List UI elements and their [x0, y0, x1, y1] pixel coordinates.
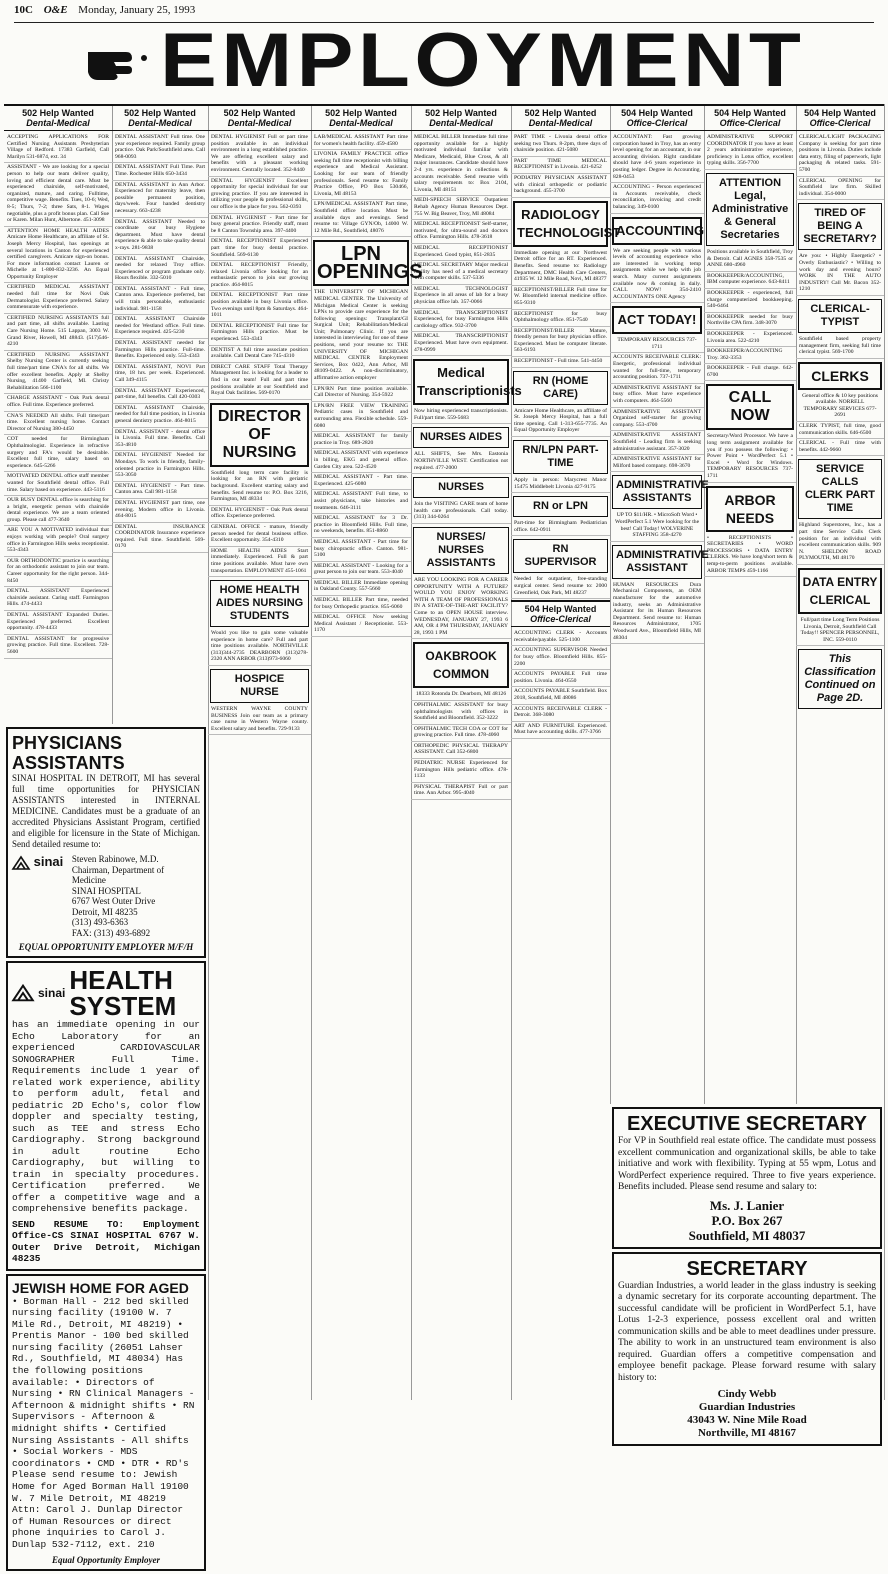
- classified-ad: MEDICAL ASSISTANT - Part time for busy chiropractic office. Canton. 981-5100: [311, 539, 411, 562]
- ad-title: PHYSICIANS ASSISTANTS: [12, 733, 125, 773]
- accounting-title: ACCOUNTING: [612, 217, 702, 245]
- classified-ad: 18333 Rotonda Dr. Dearborn, MI 48126: [411, 691, 511, 701]
- classified-ad: ART AND FURNITURE Experienced. Must have accounting skills. 477-3766: [511, 723, 610, 739]
- classified-ad: LIVONIA FAMILY PRACTICE office seeking full time receptionist with billing experience and Medical Assistant. Looking for our team of friendly professionals. Send resume to: Family Practice Office, PO Box 530466, Livonia, MI 48153: [311, 151, 411, 200]
- classified-ad: ATTENTION HOME HEALTH AIDES Amicare Home Healthcare, an affiliate of St. Joseph Mercy Hospital, has openings at several locations in Canton for experienced certified caregivers. Amicare sign-on bonus. For more information contact Lauren or Michelle at 1-800-832-3236. An Equal Opportunity Employer: [4, 228, 112, 284]
- physicians-assistants-ad: [6, 727, 206, 958]
- classified-ad: RECEPTIONIST - Full time. 541-4450: [511, 358, 610, 368]
- classified-ad: ARE YOU A MOTIVATED individual that enjoys working with people? Oral surgery office in Farmington Hills seeks receptionist. 553-4343: [4, 527, 112, 556]
- classified-ad: MEDICAL OFFICE Now seeking Medical Assistant / Receptionist. 553-1170: [311, 614, 411, 637]
- page-number: 10C: [14, 4, 33, 16]
- classified-ad: LPN/RN FREE VIEW TRAINING Pediatric cases in Southfield and surrounding area. Flexible schedule. 559-6080: [311, 403, 411, 432]
- classified-ad: ARE YOU LOOKING FOR A CAREER OPPORTUNITY WITH A FUTURE? WOULD YOU ENJOY WORKING WITH A TEAM OF PROFESSIONALS IN A STATE-OF-THE-ART FACILITY? Come to an OPEN HOUSE interview. WEDNESDAY, JANUARY 27, 1993 6 AM, OR 4 PM THURSDAY, JANUARY 28, 1993 1 PM: [411, 577, 511, 639]
- section-header: 502 Help Wanted Dental-Medical: [4, 104, 112, 131]
- classified-ad: THE UNIVERSITY OF MICHIGAN MEDICAL CENTER. The University of Michigan Medical Center is seeking LPNs to provide care experience for the following openings: Transplant/GI Surgical Unit; Rehabilitation/Medical Unit; Pulmonary Clinic. If you are interested in interviewing for one of these positions, send your resume to: THE UNIVERSITY OF MICHIGAN MEDICAL CENTER Employment Services, Box 0422, Ann Arbor, MI 48109-0422. A non-discriminatory, affirmative action employer: [311, 289, 411, 384]
- oakbrook-common-title: OAKBROOK COMMON: [413, 642, 509, 688]
- radiology-technologist-title: RADIOLOGY TECHNOLOGIST: [513, 201, 608, 247]
- classified-ad: ACCEPTING APPLICATIONS FOR Certified Nursing Assistants Presbyterian Village of Redford. 17383 Garfield, Call Marilyn 531-6874, ext. 34: [4, 134, 112, 163]
- classified-ad: Join the VISITING CARE team of home health care professionals. Call today. (313) 344-0264: [411, 501, 511, 524]
- home-health-title: HOME HEALTH AIDES NURSING STUDENTS: [210, 580, 309, 627]
- classified-ad: RECEPTIONIST/BILLER Full time for W. Bloomfield internal medicine office. 855-9310: [511, 287, 610, 310]
- classified-ad: OPHTHALMIC TECH COA or COT for growing practice. Full time. 478-4060: [411, 726, 511, 742]
- ad-body: has an immediate opening in our Echo Laboratory for an experienced CARDIOVASCULAR SONOGRAPHER Full Time. Requirements include 1 year of related work experience, ability to perform adult, fetal and pediatric 2D Echo's, color flow doppler and specialty testing, such as TEE and stress Echo Cardiography. Strong background in adult routine Echo Cardiography, but willing to train in specialty procedures. Certification preferred. We offer a competitive wage and a comprehensive benefits package.: [12, 1019, 200, 1214]
- classified-ad: MEDICAL BILLER Immediate opening in Oakland County. 557-5660: [311, 580, 411, 596]
- classified-ad: ALL SHIFTS, See Mrs. Eastonia NORTHVILLE WEST. Certification not required. 477-2000: [411, 451, 511, 474]
- classified-ad: RECEPTIONIST/BILLER Mature, friendly person for busy physician office. Experienced. Must be computer literate. 563-6193: [511, 328, 610, 357]
- classified-ad: CERTIFIED MEDICAL ASSISTANT needed full time for Novi Oak Dermatologist. Experience preferred. Salary commensurate with experience.: [4, 284, 112, 313]
- classified-ad: DIRECT CARE STAFF Total Therapy Management Inc. is looking for a leader to find in our team! Full and part time positions available at our Southfield and Royal Oak facilities. 569-0170: [208, 364, 311, 400]
- classified-ad: DENTAL ASSISTANT Experienced chairside assistant. Caring staff. Farmington Hills. 474-4433: [4, 588, 112, 611]
- classified-ad: DENTAL RECEPTIONIST Experienced part time for busy dental practice. Southfield. 569-6130: [208, 238, 311, 261]
- classified-ad: DENTAL ASSISTANT for progressive growing practice. Full time. Excellent. 728-5600: [4, 636, 112, 659]
- classified-ad: • RECEPTIONISTS • SECRETARIES • WORD PROCESSORS • DATA ENTRY CLERKS. We have long/short term & temp-to-perm positions available. ARBOR TEMPS 459-1166: [704, 535, 796, 578]
- sinai-logo-text: sinai: [38, 986, 66, 1000]
- classified-ad: DENTAL ASSISTANT Needed to coordinate our busy Hygiene department. Must have dental experience & able to take quality dental x-rays. 281-9838: [112, 219, 208, 255]
- classified-ad: DENTAL ASSISTANT - Full time, Canton area. Experience preferred, but will train personable, enthusiastic individual. 981-1158: [112, 286, 208, 315]
- classified-ad: OUR BUSY DENTAL office is searching for a bright, energetic person with chairside dental experience. We are a team oriented group. Please call 477-3640: [4, 497, 112, 526]
- classified-ad: Highland Superstores, Inc., has a part time Service Calls Clerk position for an individual with excellent communication skills. 909 N. SHELDON ROAD PLYMOUTH, MI 48170: [796, 522, 884, 565]
- classified-ad: MEDI-SPEECH SERVICE Outpatient Rehab Agency Human Resources Dept. 755 W. Big Beaver, Troy, MI 48084: [411, 197, 511, 220]
- rn-supervisor-title: RN SUPERVISOR: [513, 539, 608, 573]
- column-3: [208, 104, 312, 1400]
- tired-secretary-title: TIRED OF BEING A SECRETARY?: [798, 203, 882, 250]
- paper-name: O&E: [43, 4, 68, 16]
- column-4: [311, 104, 423, 1400]
- ad-contact: Steven Rabinowe, M.D. Chairman, Department of Medicine SINAI HOSPITAL 6767 West Outer Drive Detroit, MI 48235 (313) 493-6363 FAX: (313) 493-6892: [71, 854, 165, 938]
- classified-ad: DENTAL HYGIENIST Excellent opportunity for special individual for our growing practice. If you are interested in utilizing your people & professional skills, our office is the place for you. 562-0393: [208, 178, 311, 214]
- classified-ad: MOTIVATED DENTAL office staff member wanted for Southfield dental office. Full time. Salary based on experience. 443-5116: [4, 473, 112, 496]
- administrative-assistant-title: ADMINISTRATIVE ASSISTANT: [612, 545, 702, 579]
- classified-ad: ACCOUNTS PAYABLE Full time position. Livonia. 464-0550: [511, 671, 610, 687]
- administrative-assistants-title: ADMINISTRATIVE ASSISTANTS: [612, 475, 702, 509]
- classified-ad: LPN/RN Part time position available. Call Director of Nursing. 354-5922: [311, 386, 411, 402]
- classified-ad: DENTAL HYGIENIST Needed for Mondays. To work in friendly, family-oriented practice in Farmington Hills. 553-3050: [112, 452, 208, 481]
- classified-ad: CLERICAL - Full time with benefits. 442-9660: [796, 440, 884, 456]
- classified-ad: CHARGE ASSISTANT - Oak Park dental office. Full time. Experience preferred.: [4, 395, 112, 411]
- classified-ad: MEDICAL RECEPTIONIST Self-starter, motivated, for ultra-sound and doctors office. Farmington Hills. 478-3618: [411, 221, 511, 244]
- section-header: 504 Help Wanted Office-Clerical: [704, 104, 796, 131]
- classified-ad: ADMINISTRATIVE ASSISTANT for busy office. Must have experience with computers. 464-5560: [610, 385, 704, 408]
- ad-send-to: SEND RESUME TO: Employment Office-CS SINAI HOSPITAL 6767 W. Outer Drive Detroit, Michigan 48235: [12, 1218, 200, 1264]
- classified-ad: MEDICAL ASSISTANT for family practice in Troy. 689-2820: [311, 433, 411, 449]
- classified-ad: DENTAL HYGIENIST part time, one evening. Modern office in Livonia. 464-8015: [112, 500, 208, 523]
- classified-ad: LPN/MEDICAL ASSISTANT Part time, Southfield office location. Must be available days and evenings. Send resume to: Village GYN/Ob, 14000 W. 12 Mile Rd., Southfield, 48076: [311, 201, 411, 237]
- ad-title: HEALTH SYSTEM: [69, 965, 177, 1021]
- pointing-hand-icon: [86, 30, 150, 86]
- classified-ad: ACCOUNTS RECEIVABLE CLERK - Detroit. 368-3080: [511, 706, 610, 722]
- classified-ad: Southfield based property management firm, seeking full time clerical typist. 569-1700: [796, 336, 884, 359]
- section-header: 504 Help Wanted Office-Clerical: [610, 104, 704, 131]
- column-6: [511, 104, 621, 1400]
- classified-ad: PEDIATRIC NURSE Experienced for Farmington Hills pediatric office. 478-1133: [411, 760, 511, 783]
- classified-ad: DENTAL ASSISTANT, NOVI Part time, 18 hrs. per week. Experienced. Call 349-4115: [112, 364, 208, 387]
- classified-ad: ASSISTANT - We are looking for a special person to help our team deliver quality, loving and efficient dental care. Must be experienced chairside, self-motivated, organized, mature, and caring. Fulltime, competitive wage. Benefits. Tues, 10-6; Wed, 8-5; Thurs, 7-2; three Sats, 8-1. Wages negotiable, plus a profit bonus plan. Call Sue or Karen. Milan Hunt, Albertone. 451-3098: [4, 164, 112, 226]
- executive-secretary-ad: [612, 1107, 882, 1249]
- jewish-home-ad: [6, 1274, 206, 1571]
- classified-ad: PODIATRY PHYSICIAN ASSISTANT with clinical orthopedic or podiatric background. 455-3700: [511, 175, 610, 198]
- issue-date: Monday, January 25, 1993: [78, 4, 196, 16]
- sinai-logo-icon: [12, 855, 30, 871]
- act-today-title: ACT TODAY!: [612, 306, 702, 334]
- classified-ad: DENTAL ASSISTANT Full time. One year experience required. Family group practice. Oak Park/Southfield area. Call 968-0093: [112, 134, 208, 163]
- classified-ad: We are seeking people with various levels of accounting experience who are interested in working temp assignments while we help with job search. Many current assignments available now & coming in daily. CALL NOW! 354-2410 ACCOUNTANTS ONE Agency: [610, 248, 704, 304]
- classified-ad: HUMAN RESOURCES Dura Mechanical Components, an OEM manufacturer for the automotive industry, seeks an Administrative Assistant for its Human Resources Department. Send resume to: Human Resources Administrator, 1705 Woodward Ave., Bloomfield Hills, MI 48304: [610, 582, 704, 644]
- classified-ad: DENTAL ASSISTANT Chairside, needed for full time position, in Livonia general dentistry practice. 464-8015: [112, 405, 208, 428]
- classified-ad: CERTIFIED NURSING ASSISTANTS full and part time, all shifts available. Lasting Care Nursing Home. 515 Lappan, 3003 W. Grand River, Howell, MI 48843. (517)546-4210: [4, 315, 112, 351]
- sinai-logo-icon: [12, 983, 34, 1003]
- classified-ad: Would you like to gain some valuable experience in home care? Full and part time positions available. NORTHVILLE (313)344-2735 DEARBORN (313)278-2320 ANN ARBOR (313)973-6060: [208, 630, 311, 666]
- classified-ad: MEDICAL ASSISTANT for 3 Dr. practice in Bloomfield Hills. Full time, no weekends, benefits. 851-8860: [311, 515, 411, 538]
- column-5: [411, 104, 522, 1400]
- ad-title: EXECUTIVE SECRETARY: [626, 1113, 868, 1135]
- classified-ad: DENTAL ASSISTANT Experienced, part-time, full benefits. Call 420-0303: [112, 388, 208, 404]
- classified-ad: DENTAL ASSISTANT Chairside needed for Westland office. Full time. Experience required. 425-5230: [112, 316, 208, 339]
- classified-ad: LAB/MEDICAL ASSISTANT Part time for women's health facility. 459-4580: [311, 134, 411, 150]
- section-header: 504 Help Wanted Office-Clerical: [796, 104, 884, 131]
- classified-ad: MEDICAL ASSISTANT Full time, to assist physicians, take histories and treatments. 646-3111: [311, 491, 411, 514]
- classified-ad: MEDICAL TRANSCRIPTIONIST Experienced. Must have own equipment. 478-0999: [411, 333, 511, 356]
- ad-footer: EQUAL OPPORTUNITY EMPLOYER M/F/H: [18, 942, 194, 952]
- classified-ad: BOOKKEEPER - Experienced. Livonia area. 522-4210: [704, 331, 796, 347]
- ad-footer: Equal Opportunity Employer: [51, 1554, 160, 1565]
- classified-ad: PHYSICAL THERAPIST Full or part time. Ann Arbor. 995-4040: [411, 784, 511, 800]
- classified-ad: ACCOUNTS PAYABLE Southfield. Box 2018, Southfield, MI 48086: [511, 688, 610, 704]
- classified-ad: ADMINISTRATIVE ASSISTANT for Milford based company. 698-3670: [610, 456, 704, 472]
- service-calls-title: SERVICE CALLS CLERK PART TIME: [798, 459, 882, 519]
- classified-ad: BOOKKEEPER/ACCOUNTING, IBM computer experience. 643-8411: [704, 273, 796, 289]
- classified-ad: ADMINISTRATIVE SUPPORT COORDINATOR If you have at least 2 years administrative experience, proficiency in Lotus office, excellent typing skills. 356-7700: [704, 134, 796, 170]
- classified-ad: MEDICAL ASSISTANT - Part time. Experienced. 425-6080: [311, 474, 411, 490]
- classified-ad: DENTAL RECEPTIONIST Friendly, relaxed Livonia office looking for an enthusiastic person to join our growing practice. 464-8015: [208, 262, 311, 291]
- section-banner: [120, 18, 806, 103]
- hospice-nurse-title: HOSPICE NURSE: [210, 669, 309, 703]
- classified-ad: Now hiring experienced transcriptionists. Full/part time. 559-5683: [411, 408, 511, 424]
- classified-ad: RECEPTIONIST for busy Ophthalmology office. 851-7540: [511, 311, 610, 327]
- clerks-title: CLERKS: [798, 362, 882, 390]
- ad-body: • Borman Hall - 212 bed skilled nursing facility (19100 W. 7 Mile Rd., Detroit, MI 48219) • Prentis Manor - 100 bed skilled nursing facility (26051 Lahser Rd., Southfield, MI 48034) Has the following positions available: • Directors of Nursing • RN Clinical Managers - Afternoon & midnight shifts • RN Supervisors - Afternoon & midnight shifts • Certified Nursing Assistants - All shifts • Social Workers - MDS coordinators • CMD • DTR • RD's Please send resume to: Jewish Home for Aged Borman Hall 19100 W. 7 Mile Detroit, MI 48219 Attn: Carol J. Dunlap Director of Human Resources or direct phone inquiries to Carol J. Dunlap 532-7112, ext. 210: [12, 1295, 195, 1550]
- rn-lpn-title: RN/LPN PART-TIME: [513, 440, 608, 474]
- classified-ad: MEDICAL TRANSCRIPTIONIST Experienced, for busy Farmington Hills cardiology office. 932-3700: [411, 310, 511, 333]
- classified-ad: Are you: • Highly Energetic? • Overly Enthusiastic? • Willing to work day and evening hours? WORK IN THE AUTO INDUSTRY! Call Mr. Bacon 352-1210: [796, 253, 884, 296]
- classified-ad: Part-time for Birmingham Pediatrician office. 642-0911: [511, 520, 610, 536]
- classified-ad: DENTAL ASSISTANT needed for Farmington Hills practice. Full-time. Benefits. Experienced only. 553-4343: [112, 340, 208, 363]
- classified-ad: MEDICAL BILLER Immediate full time opportunity available for a highly motivated individual familiar with Medicare, Medicaid, Blue Cross, & all major insurances. Candidate should have 2-4 yrs. experience in collections & accounts receivable. Send resume with salary requirements to: Box 2104, Livonia, MI 48151: [411, 134, 511, 196]
- classified-ad: Secretary/Word Processor. We have a long term assignment available for you if you possess the following: • Power Point • WordPerfect 5.1 • Excel • Word for Windows. TEMPORARY RESOURCES 737-1711: [704, 433, 796, 482]
- classified-ad: DENTAL HYGIENIST - Oak Park dental office. Experience preferred.: [208, 507, 311, 523]
- classified-ad: HOME HEALTH AIDES Start immediately. Experienced. Full & part time positions available. Must have own transportation. EMPLOYMENT 455-1061: [208, 548, 311, 577]
- classified-ad: CLERICAL/LIGHT PACKAGING Company is seeking for part time positions in Livonia. Duties include data entry, filing of paperwork, light packaging & related tasks. 591-5700: [796, 134, 884, 177]
- lpn-openings-title: LPN OPENINGS: [313, 240, 409, 286]
- classified-ad: MEDICAL BILLER Part time, needed for busy Orthopedic practice. 855-6060: [311, 597, 411, 613]
- classified-ad: BOOKKEEPER needed for busy Northville CPA firm. 348-3070: [704, 314, 796, 330]
- arbor-needs-title: ARBOR NEEDS: [706, 486, 794, 532]
- data-entry-title: DATA ENTRY CLERICAL: [798, 568, 882, 614]
- classified-ad: DENTAL HYGIENIST - Part time for busy general practice. Friendly staff, must be 8 Canton Township area. 397-4400: [208, 215, 311, 238]
- nurses-aides-title: NURSES AIDES: [413, 427, 509, 448]
- transcriptionists-title: Medical Transcriptionists: [413, 359, 509, 405]
- classified-ad: ACCOUNTING CLERK - Accounts receivable/payable. 525-1100: [511, 630, 610, 646]
- section-header: 502 Help Wanted Dental-Medical: [112, 104, 208, 131]
- classified-ad: DENTAL ASSISTANT Full Time. Part Time. Rochester Hills 650-3434: [112, 164, 208, 180]
- rn-home-care-title: RN (HOME CARE): [513, 371, 608, 405]
- classified-ad: ACCOUNTS RECEIVABLE CLERK: Energetic, professional individual wanted for full-time, temporary accounting position. 737-1711: [610, 354, 704, 383]
- classified-ad: Positions available in Southfield, Troy & Detroit. Call AGNES 358-7535 or ANNE 680-4960: [704, 249, 796, 272]
- section-header: 502 Help Wanted Dental-Medical: [311, 104, 411, 131]
- call-now-title: CALL NOW: [706, 384, 794, 430]
- director-of-nursing-title: DIRECTOR OF NURSING: [210, 403, 309, 467]
- ad-title: JEWISH HOME FOR AGED: [12, 1279, 189, 1296]
- classified-ad: CERTIFIED NURSING ASSISTANT Shelby Nursing Center is currently seeking full time/part time CNA's for all shifts. We offer excellent benefits. Apply at Shelby Nursing, 41400 Garfield, MI. Christy Rehabilitation 566-1100: [4, 352, 112, 395]
- classified-ad: DENTAL INSURANCE COORDINATOR Insurance experience required. Full time. Southfield. 569-0170: [112, 524, 208, 553]
- display-ads-block: [4, 724, 208, 1574]
- ad-address: Cindy Webb Guardian Industries 43043 W. Nine Mile Road Northville, MI 48167: [687, 1388, 807, 1439]
- classified-ad: OPHTHALMIC ASSISTANT for busy ophthalmologists with offices in Southfield and Bloomfield. 352-3222: [411, 702, 511, 725]
- classified-ad: MEDICAL TECHNOLOGIST Experience in all areas of lab for a busy physician office lab. 357-0066: [411, 286, 511, 309]
- classified-ad: ADMINISTRATIVE ASSISTANT Southfield - Leading firm is seeking administrative assistant. 357-3020: [610, 432, 704, 455]
- classified-ad: DENTAL ASSISTANT - dental office in Livonia. Full time. Benefits. Call 353-4810: [112, 429, 208, 452]
- nurses-title: NURSES: [413, 477, 509, 498]
- ad-body: SINAI HOSPITAL IN DETROIT, MI has several full time opportunities for PHYSICIAN ASSISTANTS interested in INTERNAL MEDICINE. Candidates must be a graduate of an accredited Physicians Assistant Program, certified and eligible for licensure in the State of Michigan. Send detailed resume to:: [12, 773, 200, 849]
- sinai-logo: sinai: [12, 854, 72, 871]
- classified-ad: MEDICAL ASSISTANT with experience in billing, EKG and general office. Garden City area. 522-4520: [311, 450, 411, 473]
- bottom-right-ads: [610, 1104, 884, 1449]
- ad-body: Guardian Industries, a world leader in the glass industry is seeking a dynamic secretary for its corporate accounting department. The successful candidate will be proficient in WordPerfect 5.1, have Lotus 1-2-3 experience, possess excellent oral and written communication skills and be able to meet deadlines under pressure. The ability to work in an unstructured team environment is also required. Guardian offers a competitive compensation and employee benefit package. Please forward resume with salary history to:: [618, 1280, 876, 1383]
- classified-ad: DENTAL ASSISTANT Chairside, needed for relaxed Troy office. Experienced or program graduate only. Hours flexible. 332-5010: [112, 256, 208, 285]
- rn-or-lpn-title: RN or LPN: [513, 496, 608, 517]
- classified-ad: Apply in person: Marycrest Manor 15475 Middlebelt Livonia 427-9175: [511, 477, 610, 493]
- classified-ad: Amicare Home Healthcare, an affiliate of St. Joseph Mercy Hospital, has a full time opening. Call 1-313-655-7735. An Equal Opportunity Employer: [511, 408, 610, 437]
- classified-ad: OUR ORTHODONTIC practice is searching for an orthodontic assistant to join our team. Career opportunity for the right person. 344-8450: [4, 558, 112, 587]
- section-header: 504 Help Wanted Office-Clerical: [511, 600, 610, 627]
- section-header: 502 Help Wanted Dental-Medical: [208, 104, 311, 131]
- attention-title: ATTENTION Legal, Administrative & General Secretaries: [706, 173, 794, 246]
- classified-ad: UP TO $11/HR. • MicroSoft Word • WordPerfect 5.1 Were looking for the best! Call Today! WOLVERINE STAFFING 358-4270: [610, 512, 704, 541]
- section-header: 502 Help Wanted Dental-Medical: [511, 104, 610, 131]
- classified-ad: DENTAL HYGIENIST Full or part time position available in an individual environment in a long established practice. We are offering excellent salary and benefits with a pleasant working environment. Centrally located. 352-8440: [208, 134, 311, 177]
- classification-continued: This Classification Continued on Page 2D.: [798, 649, 882, 709]
- classified-ad: BOOKKEEPER/ACCOUNTING Troy. 362-3353: [704, 348, 796, 364]
- classified-ad: ACCOUNTING SUPERVISOR Needed for busy office. Bloomfield Hills. 855-2200: [511, 647, 610, 670]
- classified-ad: ADMINISTRATIVE ASSISTANT Organized self-starter for growing company. 553-4700: [610, 409, 704, 432]
- classified-ad: DENTAL RECEPTIONIST Full time for Farmington Hills practice. Must be experienced. 553-4343: [208, 323, 311, 346]
- classified-ad: CLERICAL OPENING for Southfield law firm. Skilled individual. 354-0000: [796, 178, 884, 201]
- section-header: 502 Help Wanted Dental-Medical: [411, 104, 511, 131]
- classified-ad: General office & 10 key positions available. NORRELL TEMPORARY SERVICES 677-2691: [796, 393, 884, 422]
- nurses-assistants-title: NURSES/ NURSES ASSISTANTS: [413, 527, 509, 574]
- ad-address: Ms. J. Lanier P.O. Box 267 Southfield, MI 48037: [688, 1197, 806, 1243]
- classified-ad: PART TIME MEDICAL RECEPTIONIST in Livonia. 421-6252: [511, 158, 610, 174]
- classified-ad: BOOKKEEPER - experienced, full charge computerized bookkeeping. 540-6464: [704, 290, 796, 313]
- classified-ad: Needed for outpatient, free-standing surgical center. Send resume to: 2000 Greenfield, Oak Park, MI 48237: [511, 576, 610, 599]
- classified-ad: ACCOUNTING - Person experienced in Accounts receivable, check reconciliation, invoicing and credit balancing. 349-0100: [610, 184, 704, 213]
- classified-ad: Southfield long term care facility is looking for an RN with geriatric background. Excellent starting salary and benefits. Send resume to: P.O. Box 3216, Farmington, MI 48334: [208, 470, 311, 506]
- ad-title: SECRETARY: [686, 1257, 808, 1280]
- classified-ad: WESTERN WAYNE COUNTY BUSINESS Join our team as a primary case nurse in Western Wayne county. Excellent salary and benefits. 729-9133: [208, 706, 311, 735]
- classified-ad: DENTAL HYGIENIST - Part time. Canton area. Call 981-1158: [112, 483, 208, 499]
- clerical-typist-title: CLERICAL-TYPIST: [798, 299, 882, 333]
- classified-ad: ACCOUNTANT: Fast growing corporation based in Troy, has an entry level opening for an accountant, in our accounting division. Right candidate should have 4-6 years experience in posting ledger. Degree in Accounting. 828-0453: [610, 134, 704, 183]
- classified-ad: TEMPORARY RESOURCES 737-1711: [610, 337, 704, 353]
- classified-ad: Immediate opening at our Northwest Detroit office for an RT. Experienced. Benefits. Send resume to: Radiology Department, DMC Health Care Centers, 41935 W. 12 Mile Road, Novi, MI 48377: [511, 250, 610, 286]
- classified-ad: BOOKKEEPER - Full charge. 642-6700: [704, 365, 796, 381]
- classified-ad: COT needed for Birmingham Ophthalmologist. Experience in refractive surgery and FA's would be desirable. Excellent full time, salary based on experience. 645-5266: [4, 436, 112, 472]
- ad-body: For VP in Southfield real estate office. The candidate must possess excellent communication and organizational skills, be able to take initiative and work with flexibility. Typing at 55 wpm, Lotus and WordPerfect experience required. Three to five years experience. Benefits included. Please send resume and salary to:: [618, 1136, 876, 1192]
- classified-ad: DENTAL ASSISTANT in Ann Arbor. Experienced for maternity leave, then possible permanent position, days/week. Four handed dentistry necessary. 663-4238: [112, 182, 208, 218]
- classified-ad: MEDICAL RECEPTIONIST Experienced. Good typist, 851-2835: [411, 245, 511, 261]
- classified-ad: DENTAL ASSISTANT Expanded Duties. Experienced preferred. Excellent opportunity. 478-4433: [4, 612, 112, 635]
- section-title: EMPLOYMENT: [160, 18, 806, 103]
- classified-ad: MEDICAL SECRETARY Major medical facility has need of a medical secretary with computer skills. 537-5336: [411, 262, 511, 285]
- classified-ad: MEDICAL ASSISTANT - Looking for a great person to join our team. 553-4040: [311, 563, 411, 579]
- classified-ad: CNA'S NEEDED All shifts. Full time/part time. Excellent nursing home. Contact Director of Nursing 380-4450: [4, 413, 112, 436]
- secretary-ad: [612, 1252, 882, 1447]
- classified-ad: ORTHOPEDIC PHYSICAL THERAPY ASSISTANT. Call 352-6800: [411, 743, 511, 759]
- classified-page: [4, 104, 884, 1565]
- classified-ad: DENTAL RECEPTIONIST Part time position available in busy Livonia office. Two evenings until 8pm & Saturdays. 464-1011: [208, 292, 311, 321]
- classified-ad: GENERAL OFFICE - mature, friendly person needed for dental business office. Excellent opportunity. 354-4310: [208, 524, 311, 547]
- classified-ad: PART TIME - Livonia dental office seeking two Thurs. 8-2pm, three days of chairside position. 421-5080: [511, 134, 610, 157]
- classified-ad: DENTIST A full time associate position available. Call Dental Care 745-4310: [208, 347, 311, 363]
- classified-ad: Full/part time Long Term Positions Livonia, Detroit, Southfield Call Today!! SPENCER PERSONNEL, INC. 559-0110: [796, 617, 884, 646]
- classified-ad: CLERK TYPIST, full time, good communication skills. 646-6500: [796, 423, 884, 439]
- health-system-ad: [6, 961, 206, 1271]
